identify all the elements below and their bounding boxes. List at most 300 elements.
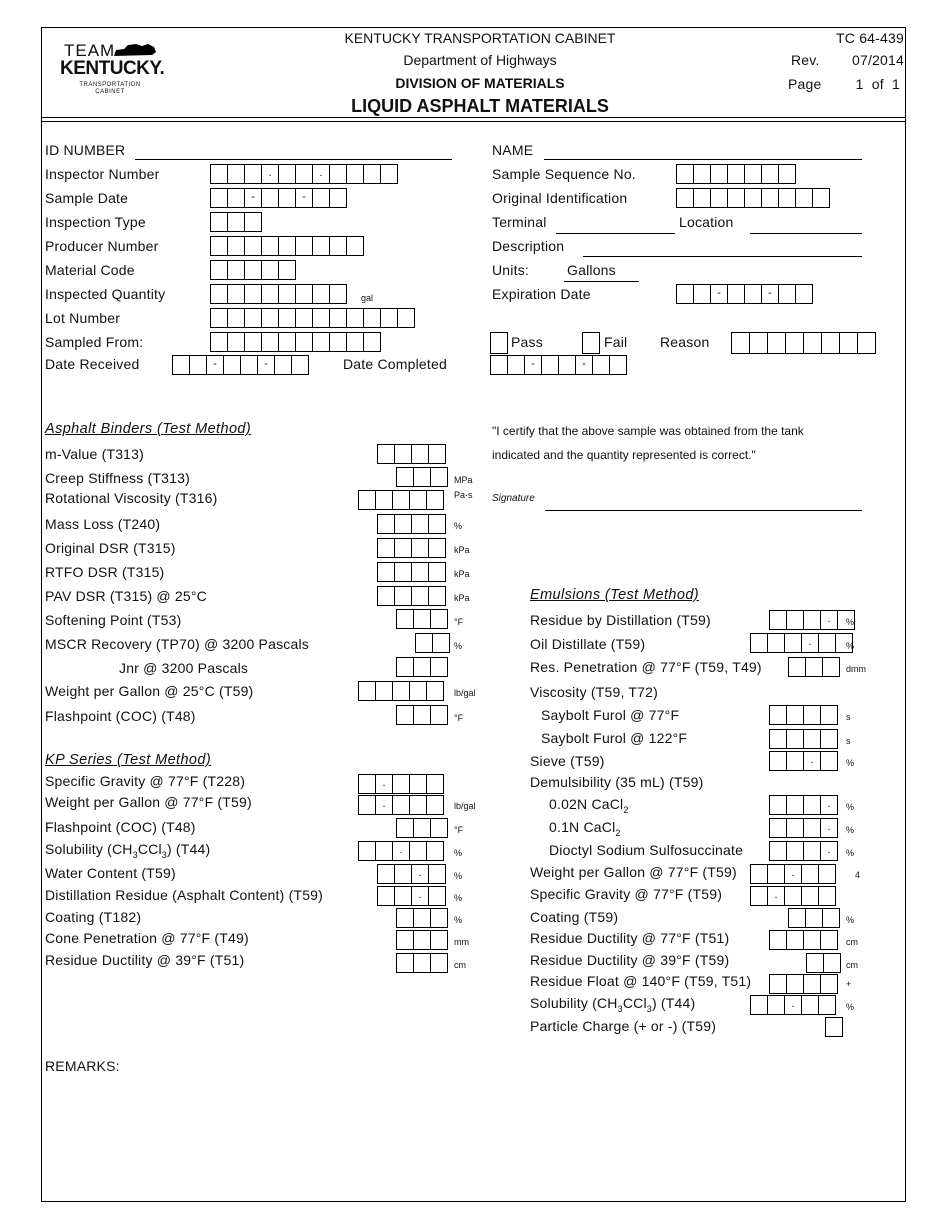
input-cell[interactable] (769, 974, 787, 994)
input-cell[interactable] (261, 284, 279, 304)
input-cell[interactable]: . (820, 841, 838, 861)
input-cell[interactable] (795, 284, 813, 304)
input-cell[interactable] (767, 633, 785, 653)
input-cell[interactable] (582, 332, 600, 354)
input-cell[interactable] (710, 188, 728, 208)
input-cell[interactable] (396, 467, 414, 487)
input-cell[interactable] (409, 490, 427, 510)
input-cell[interactable] (244, 308, 262, 328)
input-cell[interactable] (820, 751, 838, 771)
input-cell[interactable] (801, 886, 819, 906)
input-cell[interactable]: - (244, 188, 262, 208)
distillation-residue-boxes[interactable] (377, 886, 446, 906)
input-cell[interactable] (210, 284, 228, 304)
input-cell[interactable] (380, 164, 398, 184)
rtfo-dsr-boxes[interactable] (377, 562, 446, 582)
input-cell[interactable] (227, 236, 245, 256)
input-cell[interactable] (805, 908, 823, 928)
input-cell[interactable] (803, 930, 821, 950)
residue-ductility-77-boxes[interactable] (769, 930, 838, 950)
input-cell[interactable] (806, 953, 824, 973)
input-cell[interactable] (428, 586, 446, 606)
inspector-number-boxes[interactable] (210, 164, 398, 184)
input-cell[interactable] (396, 818, 414, 838)
original-identification-boxes[interactable] (676, 188, 830, 208)
input-cell[interactable] (394, 444, 412, 464)
input-cell[interactable] (329, 236, 347, 256)
binder-weight-per-gallon-boxes[interactable] (358, 681, 444, 701)
input-cell[interactable] (769, 795, 787, 815)
input-cell[interactable] (377, 864, 395, 884)
input-cell[interactable] (769, 930, 787, 950)
input-cell[interactable] (750, 633, 768, 653)
inspection-type-boxes[interactable] (210, 212, 262, 232)
input-cell[interactable] (818, 886, 836, 906)
input-cell[interactable] (377, 538, 395, 558)
sample-sequence-boxes[interactable] (676, 164, 796, 184)
input-cell[interactable] (795, 188, 813, 208)
input-cell[interactable] (786, 818, 804, 838)
input-cell[interactable] (261, 308, 279, 328)
input-cell[interactable] (744, 188, 762, 208)
input-cell[interactable] (426, 795, 444, 815)
input-cell[interactable] (430, 908, 448, 928)
input-cell[interactable] (803, 332, 822, 354)
input-cell[interactable] (430, 930, 448, 950)
input-cell[interactable] (312, 308, 330, 328)
input-cell[interactable]: . (820, 795, 838, 815)
mass-loss-boxes[interactable] (377, 514, 446, 534)
input-cell[interactable] (358, 681, 376, 701)
input-cell[interactable] (227, 212, 245, 232)
input-cell[interactable] (396, 953, 414, 973)
input-cell[interactable] (244, 164, 262, 184)
sample-date-boxes[interactable] (210, 188, 347, 208)
input-cell[interactable] (786, 795, 804, 815)
input-cell[interactable] (295, 236, 313, 256)
input-cell[interactable] (396, 908, 414, 928)
input-cell[interactable]: . (312, 164, 330, 184)
input-cell[interactable]: . (767, 886, 785, 906)
input-cell[interactable] (769, 751, 787, 771)
res-penetration-boxes[interactable] (788, 657, 840, 677)
input-cell[interactable] (278, 260, 296, 280)
input-cell[interactable] (801, 864, 819, 884)
input-cell[interactable] (409, 795, 427, 815)
input-cell[interactable] (767, 864, 785, 884)
input-cell[interactable] (803, 841, 821, 861)
input-cell[interactable] (278, 332, 296, 352)
input-cell[interactable]: - (295, 188, 313, 208)
input-cell[interactable] (428, 864, 446, 884)
input-cell[interactable] (396, 609, 414, 629)
fail-checkbox[interactable] (582, 332, 600, 352)
input-cell[interactable]: . (820, 610, 838, 630)
lot-number-boxes[interactable] (210, 308, 415, 328)
creep-stiffness-boxes[interactable] (396, 467, 448, 487)
input-cell[interactable] (786, 751, 804, 771)
input-cell[interactable] (413, 609, 431, 629)
input-cell[interactable] (415, 633, 433, 653)
input-cell[interactable] (820, 930, 838, 950)
input-cell[interactable] (210, 260, 228, 280)
input-cell[interactable] (380, 308, 398, 328)
input-cell[interactable] (430, 609, 448, 629)
input-cell[interactable] (490, 332, 508, 354)
input-cell[interactable] (822, 908, 840, 928)
input-cell[interactable] (329, 308, 347, 328)
input-cell[interactable] (377, 586, 395, 606)
cacl-002-boxes[interactable] (769, 795, 838, 815)
input-cell[interactable] (786, 930, 804, 950)
cacl-01-boxes[interactable] (769, 818, 838, 838)
input-cell[interactable] (244, 332, 262, 352)
input-cell[interactable] (778, 284, 796, 304)
input-cell[interactable] (358, 490, 376, 510)
input-cell[interactable] (375, 490, 393, 510)
input-cell[interactable] (227, 308, 245, 328)
input-cell[interactable] (240, 355, 258, 375)
input-cell[interactable] (396, 657, 414, 677)
material-code-boxes[interactable] (210, 260, 296, 280)
description-line[interactable] (583, 256, 862, 257)
input-cell[interactable] (778, 164, 796, 184)
input-cell[interactable] (413, 930, 431, 950)
input-cell[interactable] (210, 308, 228, 328)
input-cell[interactable] (363, 308, 381, 328)
emulsion-coating-boxes[interactable] (788, 908, 840, 928)
input-cell[interactable] (411, 444, 429, 464)
mscr-recovery-boxes[interactable] (415, 633, 450, 653)
input-cell[interactable] (592, 355, 610, 375)
input-cell[interactable] (744, 284, 762, 304)
input-cell[interactable] (426, 681, 444, 701)
input-cell[interactable] (394, 514, 412, 534)
input-cell[interactable] (784, 886, 802, 906)
input-cell[interactable] (411, 562, 429, 582)
input-cell[interactable] (397, 308, 415, 328)
input-cell[interactable]: - (206, 355, 224, 375)
input-cell[interactable] (430, 705, 448, 725)
pav-dsr-boxes[interactable] (377, 586, 446, 606)
input-cell[interactable] (227, 332, 245, 352)
input-cell[interactable] (346, 308, 364, 328)
input-cell[interactable] (392, 774, 410, 794)
input-cell[interactable] (329, 164, 347, 184)
input-cell[interactable] (278, 236, 296, 256)
input-cell[interactable] (805, 657, 823, 677)
signature-line[interactable] (545, 510, 862, 511)
input-cell[interactable] (820, 705, 838, 725)
input-cell[interactable]: . (411, 864, 429, 884)
input-cell[interactable] (822, 657, 840, 677)
input-cell[interactable] (244, 284, 262, 304)
residue-float-boxes[interactable] (769, 974, 838, 994)
input-cell[interactable] (411, 514, 429, 534)
input-cell[interactable] (490, 355, 508, 375)
input-cell[interactable] (857, 332, 876, 354)
input-cell[interactable] (261, 260, 279, 280)
dioctyl-boxes[interactable] (769, 841, 838, 861)
input-cell[interactable]: . (411, 886, 429, 906)
input-cell[interactable] (210, 164, 228, 184)
input-cell[interactable] (329, 332, 347, 352)
input-cell[interactable] (609, 355, 627, 375)
reason-boxes[interactable] (731, 332, 876, 352)
input-cell[interactable] (261, 236, 279, 256)
input-cell[interactable] (825, 1017, 843, 1037)
kp-coating-boxes[interactable] (396, 908, 448, 928)
input-cell[interactable] (803, 610, 821, 630)
input-cell[interactable] (788, 908, 806, 928)
input-cell[interactable] (432, 633, 450, 653)
jnr-boxes[interactable] (396, 657, 448, 677)
input-cell[interactable] (413, 908, 431, 928)
input-cell[interactable] (803, 818, 821, 838)
residue-by-distillation-boxes[interactable] (769, 610, 855, 630)
input-cell[interactable] (227, 284, 245, 304)
input-cell[interactable] (377, 562, 395, 582)
input-cell[interactable]: . (375, 795, 393, 815)
input-cell[interactable] (312, 332, 330, 352)
input-cell[interactable] (761, 188, 779, 208)
input-cell[interactable] (430, 467, 448, 487)
input-cell[interactable] (411, 538, 429, 558)
input-cell[interactable] (803, 795, 821, 815)
input-cell[interactable] (769, 841, 787, 861)
input-cell[interactable] (767, 332, 786, 354)
input-cell[interactable] (291, 355, 309, 375)
input-cell[interactable] (744, 164, 762, 184)
input-cell[interactable]: . (261, 164, 279, 184)
input-cell[interactable] (394, 886, 412, 906)
cone-penetration-boxes[interactable] (396, 930, 448, 950)
input-cell[interactable] (750, 886, 768, 906)
input-cell[interactable] (411, 586, 429, 606)
input-cell[interactable] (426, 490, 444, 510)
input-cell[interactable] (676, 188, 694, 208)
input-cell[interactable] (750, 864, 768, 884)
input-cell[interactable] (430, 953, 448, 973)
residue-ductility-39-boxes[interactable] (806, 953, 841, 973)
input-cell[interactable] (769, 705, 787, 725)
input-cell[interactable] (278, 308, 296, 328)
input-cell[interactable] (409, 841, 427, 861)
input-cell[interactable] (761, 164, 779, 184)
input-cell[interactable] (749, 332, 768, 354)
input-cell[interactable]: . (820, 818, 838, 838)
input-cell[interactable] (278, 188, 296, 208)
input-cell[interactable] (558, 355, 576, 375)
input-cell[interactable] (769, 729, 787, 749)
input-cell[interactable] (693, 284, 711, 304)
input-cell[interactable]: . (784, 995, 802, 1015)
input-cell[interactable] (346, 332, 364, 352)
input-cell[interactable] (727, 164, 745, 184)
input-cell[interactable]: . (375, 774, 393, 794)
input-cell[interactable] (210, 188, 228, 208)
input-cell[interactable] (413, 467, 431, 487)
id-number-line[interactable] (135, 159, 452, 160)
input-cell[interactable] (784, 633, 802, 653)
input-cell[interactable] (430, 818, 448, 838)
input-cell[interactable] (507, 355, 525, 375)
input-cell[interactable] (278, 164, 296, 184)
input-cell[interactable]: - (761, 284, 779, 304)
input-cell[interactable] (788, 657, 806, 677)
input-cell[interactable] (426, 841, 444, 861)
input-cell[interactable]: . (784, 864, 802, 884)
inspected-quantity-boxes[interactable] (210, 284, 347, 304)
input-cell[interactable] (295, 164, 313, 184)
input-cell[interactable] (409, 774, 427, 794)
kp-weight-per-gallon-boxes[interactable] (358, 795, 444, 815)
input-cell[interactable] (839, 332, 858, 354)
expiration-date-boxes[interactable] (676, 284, 813, 304)
input-cell[interactable]: - (257, 355, 275, 375)
input-cell[interactable] (227, 188, 245, 208)
kp-specific-gravity-boxes[interactable] (358, 774, 444, 794)
input-cell[interactable] (377, 444, 395, 464)
input-cell[interactable]: . (801, 633, 819, 653)
input-cell[interactable] (244, 236, 262, 256)
input-cell[interactable] (396, 705, 414, 725)
input-cell[interactable] (210, 212, 228, 232)
input-cell[interactable] (172, 355, 190, 375)
input-cell[interactable] (428, 538, 446, 558)
softening-point-boxes[interactable] (396, 609, 448, 629)
input-cell[interactable] (244, 260, 262, 280)
binder-flashpoint-boxes[interactable] (396, 705, 448, 725)
input-cell[interactable] (428, 562, 446, 582)
input-cell[interactable]: - (524, 355, 542, 375)
input-cell[interactable] (676, 284, 694, 304)
date-received-boxes[interactable] (172, 355, 309, 375)
input-cell[interactable] (818, 995, 836, 1015)
input-cell[interactable] (812, 188, 830, 208)
input-cell[interactable] (358, 841, 376, 861)
input-cell[interactable] (818, 633, 836, 653)
input-cell[interactable] (785, 332, 804, 354)
emulsion-solubility-boxes[interactable] (750, 995, 836, 1015)
input-cell[interactable] (329, 188, 347, 208)
input-cell[interactable] (227, 164, 245, 184)
input-cell[interactable] (210, 332, 228, 352)
input-cell[interactable] (803, 974, 821, 994)
input-cell[interactable] (769, 610, 787, 630)
input-cell[interactable]: . (803, 751, 821, 771)
input-cell[interactable] (693, 164, 711, 184)
input-cell[interactable] (358, 795, 376, 815)
input-cell[interactable]: . (392, 841, 410, 861)
input-cell[interactable] (821, 332, 840, 354)
input-cell[interactable] (312, 236, 330, 256)
input-cell[interactable] (820, 974, 838, 994)
input-cell[interactable] (786, 841, 804, 861)
input-cell[interactable] (392, 490, 410, 510)
input-cell[interactable] (377, 886, 395, 906)
input-cell[interactable] (312, 284, 330, 304)
input-cell[interactable] (820, 729, 838, 749)
remarks-area[interactable] (45, 1078, 900, 1193)
input-cell[interactable] (769, 818, 787, 838)
input-cell[interactable] (375, 681, 393, 701)
sieve-boxes[interactable] (769, 751, 838, 771)
input-cell[interactable] (346, 236, 364, 256)
input-cell[interactable] (426, 774, 444, 794)
input-cell[interactable] (392, 795, 410, 815)
input-cell[interactable] (803, 705, 821, 725)
name-line[interactable] (544, 159, 862, 160)
input-cell[interactable] (413, 657, 431, 677)
input-cell[interactable] (413, 705, 431, 725)
input-cell[interactable] (413, 818, 431, 838)
emulsion-specific-gravity-boxes[interactable] (750, 886, 836, 906)
input-cell[interactable] (786, 705, 804, 725)
input-cell[interactable] (223, 355, 241, 375)
input-cell[interactable] (818, 864, 836, 884)
input-cell[interactable] (358, 774, 376, 794)
input-cell[interactable] (261, 188, 279, 208)
kp-residue-ductility-boxes[interactable] (396, 953, 448, 973)
input-cell[interactable] (295, 284, 313, 304)
input-cell[interactable] (710, 164, 728, 184)
input-cell[interactable] (823, 953, 841, 973)
emulsion-weight-per-gallon-boxes[interactable] (750, 864, 836, 884)
input-cell[interactable] (394, 538, 412, 558)
m-value-boxes[interactable] (377, 444, 446, 464)
kp-solubility-boxes[interactable] (358, 841, 444, 861)
input-cell[interactable] (767, 995, 785, 1015)
input-cell[interactable] (430, 657, 448, 677)
input-cell[interactable] (394, 864, 412, 884)
input-cell[interactable] (676, 164, 694, 184)
input-cell[interactable] (244, 212, 262, 232)
input-cell[interactable] (731, 332, 750, 354)
input-cell[interactable] (428, 886, 446, 906)
input-cell[interactable] (227, 260, 245, 280)
input-cell[interactable] (295, 308, 313, 328)
input-cell[interactable] (261, 332, 279, 352)
sampled-from-boxes[interactable] (210, 332, 381, 352)
input-cell[interactable] (394, 586, 412, 606)
input-cell[interactable] (210, 236, 228, 256)
input-cell[interactable] (803, 729, 821, 749)
input-cell[interactable] (312, 188, 330, 208)
particle-charge-box[interactable] (825, 1017, 843, 1037)
pass-checkbox[interactable] (490, 332, 508, 352)
input-cell[interactable] (363, 164, 381, 184)
terminal-line[interactable] (556, 233, 675, 234)
input-cell[interactable] (346, 164, 364, 184)
input-cell[interactable] (428, 514, 446, 534)
input-cell[interactable] (801, 995, 819, 1015)
input-cell[interactable] (428, 444, 446, 464)
input-cell[interactable] (778, 188, 796, 208)
input-cell[interactable] (394, 562, 412, 582)
input-cell[interactable] (727, 284, 745, 304)
location-line[interactable] (750, 233, 862, 234)
input-cell[interactable] (396, 930, 414, 950)
input-cell[interactable] (295, 332, 313, 352)
input-cell[interactable] (189, 355, 207, 375)
input-cell[interactable] (786, 974, 804, 994)
input-cell[interactable] (541, 355, 559, 375)
rotational-viscosity-boxes[interactable] (358, 490, 444, 510)
input-cell[interactable]: - (710, 284, 728, 304)
oil-distillate-boxes[interactable] (750, 633, 853, 653)
input-cell[interactable] (278, 284, 296, 304)
